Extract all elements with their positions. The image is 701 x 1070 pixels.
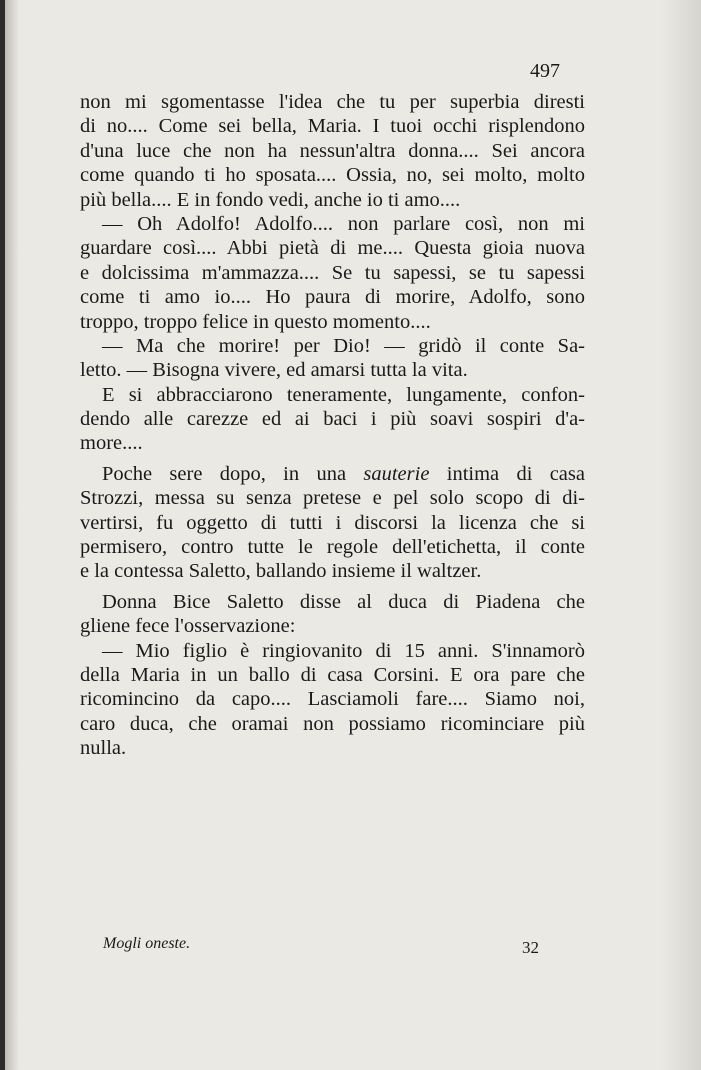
text-line: troppo, troppo felice in questo momento.... xyxy=(80,310,431,333)
text-line: more.... xyxy=(80,432,143,455)
text-line: Poche sere dopo, in una sauterie intima di casa xyxy=(102,462,585,485)
text-line: dendo alle carezze ed ai baci i più soavi sospiri d'a- xyxy=(80,408,585,431)
text-line: — Mio figlio è ringiovanito di 15 anni. S'innamorò xyxy=(102,639,585,662)
text-line: vertirsi, fu oggetto di tutti i discorsi la licenza che si xyxy=(80,511,585,534)
text-line: nulla. xyxy=(80,737,127,760)
signature-mark: 32 xyxy=(522,938,539,957)
italic-word: sauterie xyxy=(363,462,430,485)
text-line: di no.... Come sei bella, Maria. I tuoi occhi risplendono xyxy=(80,115,585,138)
text-line: della Maria in un ballo di casa Corsini. E ora pare che xyxy=(80,663,585,686)
page-number: 497 xyxy=(530,60,560,82)
text-line: non mi sgomentasse l'idea che tu per superbia diresti xyxy=(80,91,585,113)
binding-shadow xyxy=(5,0,19,1070)
text-line: d'una luce che non ha nessun'altra donna.... Sei ancora xyxy=(80,139,585,162)
text-line: permisero, contro tutte le regole dell'etichetta, il conte xyxy=(80,536,585,559)
text-line: gliene fece l'osservazione: xyxy=(80,615,296,638)
text-line: come ti amo io.... Ho paura di morire, Adolfo, sono xyxy=(80,286,585,309)
running-footer-title: Mogli oneste. xyxy=(103,935,191,952)
text-line: letto. — Bisogna vivere, ed amarsi tutta la vita. xyxy=(80,359,468,382)
text-line: Donna Bice Saletto disse al duca di Piadena che xyxy=(102,590,585,613)
text-line: guardare così.... Abbi pietà di me.... Questa gioia nuova xyxy=(80,237,585,260)
text-line: E si abbracciarono teneramente, lungamente, confon- xyxy=(102,383,585,406)
text-line: e la contessa Saletto, ballando insieme il waltzer. xyxy=(80,560,482,583)
text-line: come quando ti ho sposata.... Ossia, no, sei molto, molto xyxy=(80,164,585,187)
text-line: caro duca, che oramai non possiamo ricominciare più xyxy=(80,712,585,735)
text-line: più bella.... E in fondo vedi, anche io ti amo.... xyxy=(80,188,461,211)
text-line: ricomincino da capo.... Lasciamoli fare.... Siamo noi, xyxy=(80,688,585,711)
body-text xyxy=(80,90,585,761)
text-line: e dolcissima m'ammazza.... Se tu sapessi, se tu sapessi xyxy=(80,261,585,284)
text-line: Strozzi, messa su senza pretese e pel solo scopo di di- xyxy=(80,487,585,510)
text-line: — Oh Adolfo! Adolfo.... non parlare così, non mi xyxy=(102,212,585,235)
page-edge-shadow xyxy=(661,0,701,1070)
text-line: — Ma che morire! per Dio! — gridò il conte Sa- xyxy=(102,334,585,357)
